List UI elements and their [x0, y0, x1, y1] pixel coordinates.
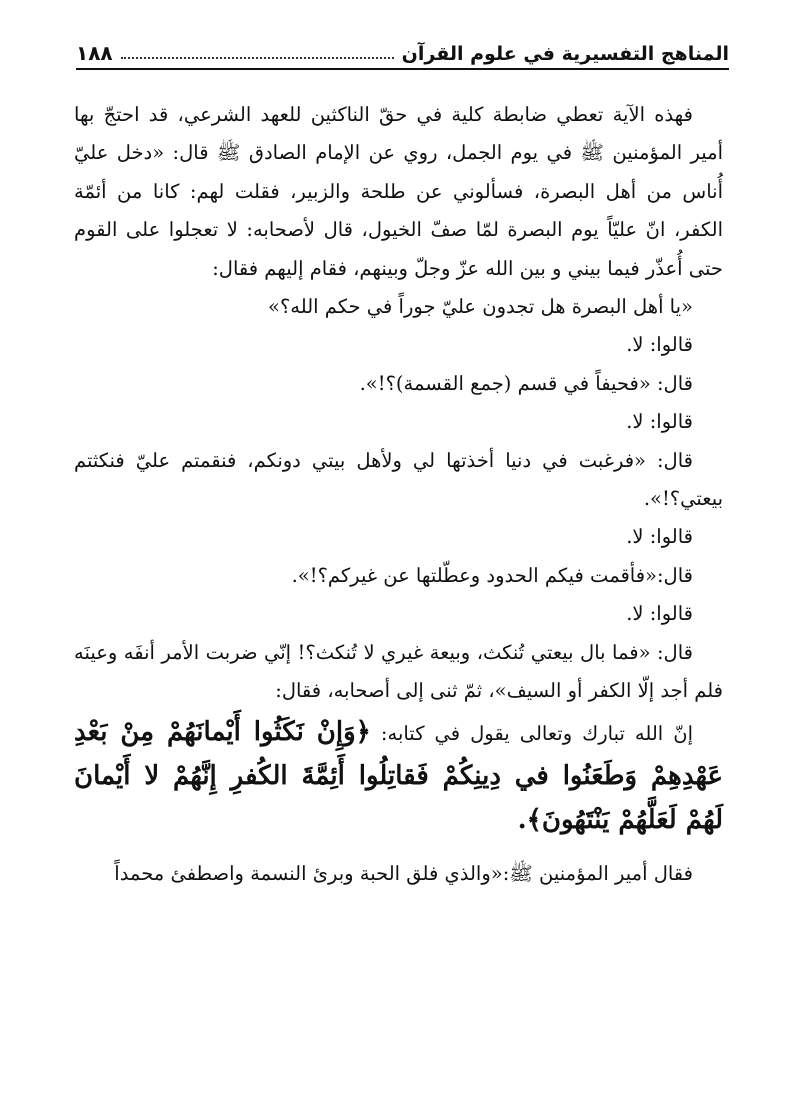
- page-number: ١٨٨: [76, 41, 113, 65]
- dialogue-answer-1: قالوا: لا.: [626, 333, 693, 357]
- paragraph-conclusion: قال: «فما بال بيعتي تُنكث، وبيعة غيري لا تُنكث؟! إنّي ضربت الأمر أنفَه وعينَه فلم أجد إلّا الكفر أو السيف»، ثمّ ثنى إلى أصحابه، فقال:: [74, 640, 723, 703]
- running-title: المناهج التفسيرية في علوم القرآن: [401, 43, 729, 65]
- dialogue-question-2: قال: «فحيفاً في قسم (جمع القسمة)؟!».: [359, 371, 693, 395]
- quran-intro: إنّ الله تبارك وتعالى يقول في كتابه:: [370, 721, 693, 745]
- spacer: [74, 843, 723, 855]
- dialogue-answer-4: قالوا: لا.: [626, 602, 693, 626]
- leader-dots: [121, 56, 394, 59]
- page-body: [74, 96, 723, 893]
- dialogue-question-3: قال: «فرغبت في دنيا أخذتها لي ولأهل بيتي دونكم، فنقمتم عليّ فنكثتم بيعتي؟!».: [74, 448, 723, 511]
- dialogue-answer-3: قالوا: لا.: [626, 525, 693, 549]
- paragraph-intro: فهذه الآية تعطي ضابطة كلية في حقّ الناكثين للعهد الشرعي، قد احتجّ بها أمير المؤمنين ﷺ في يوم الجمل، روي عن الإمام الصادق ﷺ قال: «دخل عليّ أُناس من أهل البصرة، فسألوني عن طلحة والزبير، فقلت لهم: كانا من أئمّة الكفر، انّ عليّاً يوم البصرة لمّا صفّ الخيول، قال لأصحابه: لا تعجلوا على القوم حتى أُعذّر فيما بيني و بين الله عزّ وجلّ وبينهم، فقام إليهم فقال:: [74, 103, 723, 280]
- dialogue-question-4: قال:«فأقمت فيكم الحدود وعطّلتها عن غيركم؟!».: [291, 563, 693, 587]
- paragraph-quran-citation: [74, 711, 723, 843]
- quran-verse: ﴿وَإِنْ نَكَثُوا أَيْمانَهُمْ مِنْ بَعْدِ عَهْدِهِمْ وَطَعَنُوا في دِينِكُمْ فَقاتِلُوا أَئِمَّةَ الكُفرِ إِنَّهُمْ لا أَيْمانَ لَهُمْ لَعَلَّهُمْ يَنْتَهُونَ﴾.: [74, 716, 723, 835]
- running-header: [76, 28, 729, 70]
- paragraph-continuation: فقال أمير المؤمنين ﷺ:«والذي فلق الحبة وبرئ النسمة واصطفئ محمداً: [114, 861, 693, 885]
- dialogue-question-1: «يا أهل البصرة هل تجدون عليّ جوراً في حكم الله؟»: [268, 295, 693, 319]
- dialogue-answer-2: قالوا: لا.: [626, 410, 693, 434]
